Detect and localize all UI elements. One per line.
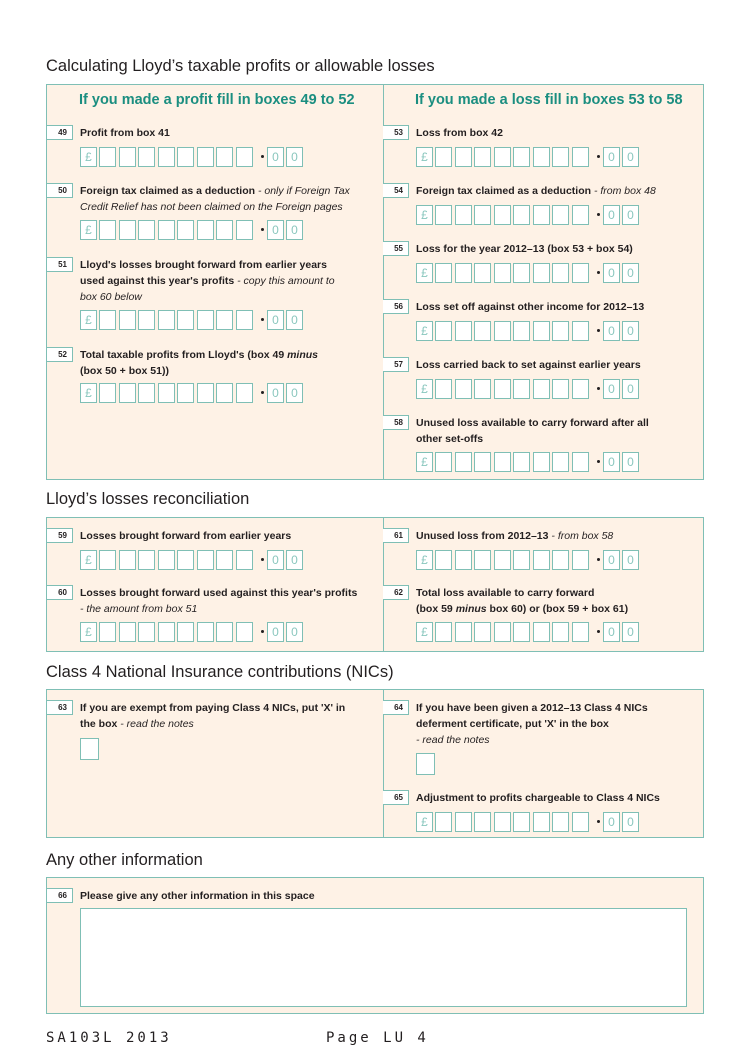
pounds-digit-cell [138, 147, 155, 167]
panel-class4-nics [46, 689, 704, 838]
pounds-digit-cell [533, 147, 550, 167]
pounds-digit-cell [572, 263, 589, 283]
pounds-digit-cell [197, 622, 214, 642]
pence-cell: 0 [267, 622, 284, 642]
pounds-digit-cell [533, 379, 550, 399]
pounds-digit-cell [99, 622, 116, 642]
pounds-digit-cell [572, 147, 589, 167]
exempt-checkbox-box-63[interactable] [80, 738, 99, 760]
pence-cell: 0 [286, 147, 303, 167]
pence-cell: 0 [622, 379, 639, 399]
money-input-box-57[interactable] [416, 379, 642, 399]
pounds-digit-cell [513, 379, 530, 399]
pounds-digit-cell [236, 220, 253, 240]
loss-column-heading: If you made a loss fill in boxes 53 to 58 [415, 92, 683, 108]
pounds-digit-cell [455, 550, 472, 570]
pence-cell: 0 [603, 622, 620, 642]
pound-cell: £ [416, 452, 433, 472]
money-input-box-52[interactable] [80, 383, 306, 403]
pounds-digit-cell [435, 205, 452, 225]
money-input-box-56[interactable] [416, 321, 642, 341]
box-number: 54 [383, 183, 409, 198]
pounds-digit-cell [572, 812, 589, 832]
pounds-digit-cell [236, 147, 253, 167]
pounds-digit-cell [513, 205, 530, 225]
pounds-digit-cell [216, 550, 233, 570]
pounds-digit-cell [474, 379, 491, 399]
pounds-digit-cell [474, 812, 491, 832]
pence-cell: 0 [622, 812, 639, 832]
money-input-box-58[interactable] [416, 452, 642, 472]
pounds-digit-cell [99, 220, 116, 240]
pence-cell: 0 [622, 550, 639, 570]
pounds-digit-cell [435, 147, 452, 167]
pounds-digit-cell [435, 550, 452, 570]
pounds-digit-cell [197, 220, 214, 240]
pounds-digit-cell [455, 452, 472, 472]
page-number: Page LU 4 [326, 1030, 429, 1046]
pound-cell: £ [416, 379, 433, 399]
decimal-point [261, 391, 264, 394]
pounds-digit-cell [177, 550, 194, 570]
pence-cell: 0 [603, 147, 620, 167]
pence-cell: 0 [603, 452, 620, 472]
pound-cell: £ [416, 550, 433, 570]
pounds-digit-cell [552, 379, 569, 399]
pounds-digit-cell [572, 321, 589, 341]
pounds-digit-cell [236, 383, 253, 403]
pence-cell: 0 [603, 205, 620, 225]
pounds-digit-cell [119, 310, 136, 330]
pounds-digit-cell [513, 147, 530, 167]
pence-cell: 0 [622, 622, 639, 642]
pence-cell: 0 [622, 263, 639, 283]
pounds-digit-cell [513, 321, 530, 341]
pounds-digit-cell [513, 452, 530, 472]
pounds-digit-cell [552, 205, 569, 225]
box-number: 57 [383, 357, 409, 372]
pounds-digit-cell [435, 622, 452, 642]
box-number: 50 [47, 183, 73, 198]
money-input-box-62[interactable] [416, 622, 642, 642]
decimal-point [597, 460, 600, 463]
pounds-digit-cell [138, 310, 155, 330]
pounds-digit-cell [552, 550, 569, 570]
section-title-other-info: Any other information [46, 851, 203, 869]
pence-cell: 0 [286, 550, 303, 570]
box-number: 58 [383, 415, 409, 430]
form-identifier: SA103L 2013 [46, 1030, 172, 1046]
decimal-point [597, 558, 600, 561]
pounds-digit-cell [119, 147, 136, 167]
pound-cell: £ [80, 310, 97, 330]
pence-cell: 0 [603, 812, 620, 832]
field-label: If you have been given a 2012–13 Class 4 NICs deferment certificate, put 'X' in the box - read the notes [416, 702, 648, 746]
pounds-digit-cell [455, 205, 472, 225]
pound-cell: £ [80, 383, 97, 403]
pence-cell: 0 [622, 321, 639, 341]
pounds-digit-cell [552, 622, 569, 642]
box-number: 63 [47, 700, 73, 715]
pence-cell: 0 [267, 147, 284, 167]
pounds-digit-cell [494, 321, 511, 341]
pounds-digit-cell [236, 622, 253, 642]
pounds-digit-cell [158, 310, 175, 330]
decimal-point [597, 271, 600, 274]
panel-calculating [46, 84, 704, 480]
pounds-digit-cell [533, 263, 550, 283]
pound-cell: £ [80, 220, 97, 240]
decimal-point [597, 155, 600, 158]
decimal-point [597, 213, 600, 216]
pounds-digit-cell [533, 321, 550, 341]
pounds-digit-cell [572, 379, 589, 399]
pound-cell: £ [416, 147, 433, 167]
pounds-digit-cell [533, 550, 550, 570]
pounds-digit-cell [216, 147, 233, 167]
pounds-digit-cell [474, 622, 491, 642]
box-number: 59 [47, 528, 73, 543]
pounds-digit-cell [158, 550, 175, 570]
pounds-digit-cell [138, 220, 155, 240]
box-number: 60 [47, 585, 73, 600]
pounds-digit-cell [158, 383, 175, 403]
pounds-digit-cell [99, 147, 116, 167]
decimal-point [261, 630, 264, 633]
box-number: 64 [383, 700, 409, 715]
box-number: 49 [47, 125, 73, 140]
pounds-digit-cell [494, 622, 511, 642]
pounds-digit-cell [455, 147, 472, 167]
section-title-class4-nics: Class 4 National Insurance contributions (NICs) [46, 663, 394, 681]
pounds-digit-cell [455, 622, 472, 642]
field-label: If you are exempt from paying Class 4 NICs, put 'X' in the box - read the notes [80, 702, 346, 730]
pence-cell: 0 [267, 310, 284, 330]
money-input-box-61[interactable] [416, 550, 642, 570]
pence-cell: 0 [267, 220, 284, 240]
pounds-digit-cell [533, 452, 550, 472]
pounds-digit-cell [552, 321, 569, 341]
pounds-digit-cell [177, 383, 194, 403]
pound-cell: £ [416, 812, 433, 832]
box-number: 56 [383, 299, 409, 314]
pounds-digit-cell [216, 220, 233, 240]
deferment-checkbox-box-64[interactable] [416, 753, 435, 775]
field-label: Adjustment to profits chargeable to Class 4 NICs [416, 792, 660, 804]
pounds-digit-cell [474, 550, 491, 570]
pound-cell: £ [416, 321, 433, 341]
pounds-digit-cell [435, 321, 452, 341]
pounds-digit-cell [455, 379, 472, 399]
pounds-digit-cell [435, 812, 452, 832]
pence-cell: 0 [603, 379, 620, 399]
box-number: 52 [47, 347, 73, 362]
money-input-box-54[interactable] [416, 205, 642, 225]
pounds-digit-cell [513, 550, 530, 570]
pounds-digit-cell [158, 147, 175, 167]
pounds-digit-cell [513, 263, 530, 283]
pounds-digit-cell [552, 452, 569, 472]
field-label: Foreign tax claimed as a deduction - from box 48 [416, 185, 656, 197]
decimal-point [261, 155, 264, 158]
field-label: Profit from box 41 [80, 127, 170, 139]
pounds-digit-cell [435, 452, 452, 472]
pounds-digit-cell [177, 220, 194, 240]
box-number: 66 [47, 888, 73, 903]
decimal-point [261, 228, 264, 231]
pound-cell: £ [80, 622, 97, 642]
pence-cell: 0 [286, 383, 303, 403]
panel-reconciliation [46, 517, 704, 652]
pounds-digit-cell [494, 147, 511, 167]
pounds-digit-cell [99, 550, 116, 570]
pence-cell: 0 [622, 205, 639, 225]
pounds-digit-cell [533, 622, 550, 642]
field-label: Losses brought forward used against this year's profits - the amount from box 51 [80, 587, 358, 615]
box-number: 51 [47, 257, 73, 272]
pounds-digit-cell [216, 383, 233, 403]
pound-cell: £ [416, 205, 433, 225]
profit-column-heading: If you made a profit fill in boxes 49 to 52 [79, 92, 355, 108]
money-input-box-50[interactable] [80, 220, 306, 240]
pounds-digit-cell [572, 622, 589, 642]
pounds-digit-cell [552, 812, 569, 832]
pounds-digit-cell [236, 310, 253, 330]
pounds-digit-cell [138, 622, 155, 642]
pounds-digit-cell [455, 263, 472, 283]
field-label: Please give any other information in this space [80, 890, 315, 902]
pounds-digit-cell [533, 812, 550, 832]
pounds-digit-cell [494, 812, 511, 832]
pounds-digit-cell [119, 383, 136, 403]
pounds-digit-cell [119, 622, 136, 642]
box-number: 65 [383, 790, 409, 805]
field-label: Unused loss from 2012–13 - from box 58 [416, 530, 614, 542]
pounds-digit-cell [236, 550, 253, 570]
pounds-digit-cell [99, 310, 116, 330]
pounds-digit-cell [158, 220, 175, 240]
pounds-digit-cell [513, 812, 530, 832]
pounds-digit-cell [455, 812, 472, 832]
field-label: Total loss available to carry forward (box 59 minus box 60) or (box 59 + box 61) [416, 587, 629, 615]
pounds-digit-cell [552, 147, 569, 167]
pound-cell: £ [416, 622, 433, 642]
box-number: 55 [383, 241, 409, 256]
pence-cell: 0 [622, 452, 639, 472]
pence-cell: 0 [286, 622, 303, 642]
pound-cell: £ [80, 147, 97, 167]
pounds-digit-cell [494, 550, 511, 570]
money-input-box-55[interactable] [416, 263, 642, 283]
field-label: Losses brought forward from earlier years [80, 530, 292, 542]
pounds-digit-cell [435, 379, 452, 399]
pounds-digit-cell [158, 622, 175, 642]
pounds-digit-cell [216, 622, 233, 642]
pounds-digit-cell [494, 452, 511, 472]
pounds-digit-cell [197, 383, 214, 403]
pence-cell: 0 [286, 310, 303, 330]
decimal-point [597, 329, 600, 332]
pence-cell: 0 [603, 550, 620, 570]
money-input-box-49[interactable] [80, 147, 306, 167]
pence-cell: 0 [603, 263, 620, 283]
pounds-digit-cell [177, 622, 194, 642]
pounds-digit-cell [474, 321, 491, 341]
pounds-digit-cell [177, 310, 194, 330]
pounds-digit-cell [572, 452, 589, 472]
pounds-digit-cell [119, 220, 136, 240]
box-number: 62 [383, 585, 409, 600]
pounds-digit-cell [197, 310, 214, 330]
money-input-box-60[interactable] [80, 622, 306, 642]
pound-cell: £ [416, 263, 433, 283]
pounds-digit-cell [572, 205, 589, 225]
pounds-digit-cell [197, 147, 214, 167]
pence-cell: 0 [622, 147, 639, 167]
section-title-reconciliation: Lloyd’s losses reconciliation [46, 490, 250, 508]
pounds-digit-cell [533, 205, 550, 225]
box-number: 53 [383, 125, 409, 140]
pounds-digit-cell [197, 550, 214, 570]
section-title-calculating: Calculating Lloyd’s taxable profits or allowable losses [46, 57, 435, 75]
decimal-point [597, 820, 600, 823]
pounds-digit-cell [119, 550, 136, 570]
pound-cell: £ [80, 550, 97, 570]
pounds-digit-cell [513, 622, 530, 642]
pence-cell: 0 [603, 321, 620, 341]
pounds-digit-cell [474, 263, 491, 283]
pounds-digit-cell [138, 383, 155, 403]
decimal-point [261, 318, 264, 321]
pounds-digit-cell [494, 205, 511, 225]
money-input-box-59[interactable] [80, 550, 306, 570]
pounds-digit-cell [138, 550, 155, 570]
pounds-digit-cell [435, 263, 452, 283]
field-label: Total taxable profits from Lloyd's (box 49 minus (box 50 + box 51)) [80, 349, 319, 377]
field-label: Loss set off against other income for 2012–13 [416, 301, 645, 313]
pence-cell: 0 [267, 550, 284, 570]
pounds-digit-cell [494, 379, 511, 399]
pounds-digit-cell [552, 263, 569, 283]
decimal-point [597, 387, 600, 390]
pence-cell: 0 [286, 220, 303, 240]
other-information-textarea[interactable] [80, 908, 687, 1007]
panel-other-info [46, 877, 704, 1014]
money-input-box-65[interactable] [416, 812, 642, 832]
pounds-digit-cell [455, 321, 472, 341]
field-label: Loss carried back to set against earlier years [416, 359, 641, 371]
pounds-digit-cell [494, 263, 511, 283]
money-input-box-51[interactable] [80, 310, 306, 330]
field-label: Loss for the year 2012–13 (box 53 + box 54) [416, 243, 633, 255]
field-label: Foreign tax claimed as a deduction - only if Foreign Tax Credit Relief has not been claimed on the Foreign pages [80, 185, 350, 213]
pence-cell: 0 [267, 383, 284, 403]
pounds-digit-cell [572, 550, 589, 570]
box-number: 61 [383, 528, 409, 543]
decimal-point [597, 630, 600, 633]
pounds-digit-cell [474, 452, 491, 472]
money-input-box-53[interactable] [416, 147, 642, 167]
field-label: Unused loss available to carry forward after all other set-offs [416, 417, 649, 445]
pounds-digit-cell [216, 310, 233, 330]
pounds-digit-cell [177, 147, 194, 167]
pounds-digit-cell [474, 147, 491, 167]
field-label: Lloyd's losses brought forward from earlier years used against this year's profits - copy this amount to box 60 below [80, 259, 335, 303]
field-label: Loss from box 42 [416, 127, 503, 139]
pounds-digit-cell [99, 383, 116, 403]
decimal-point [261, 558, 264, 561]
pounds-digit-cell [474, 205, 491, 225]
